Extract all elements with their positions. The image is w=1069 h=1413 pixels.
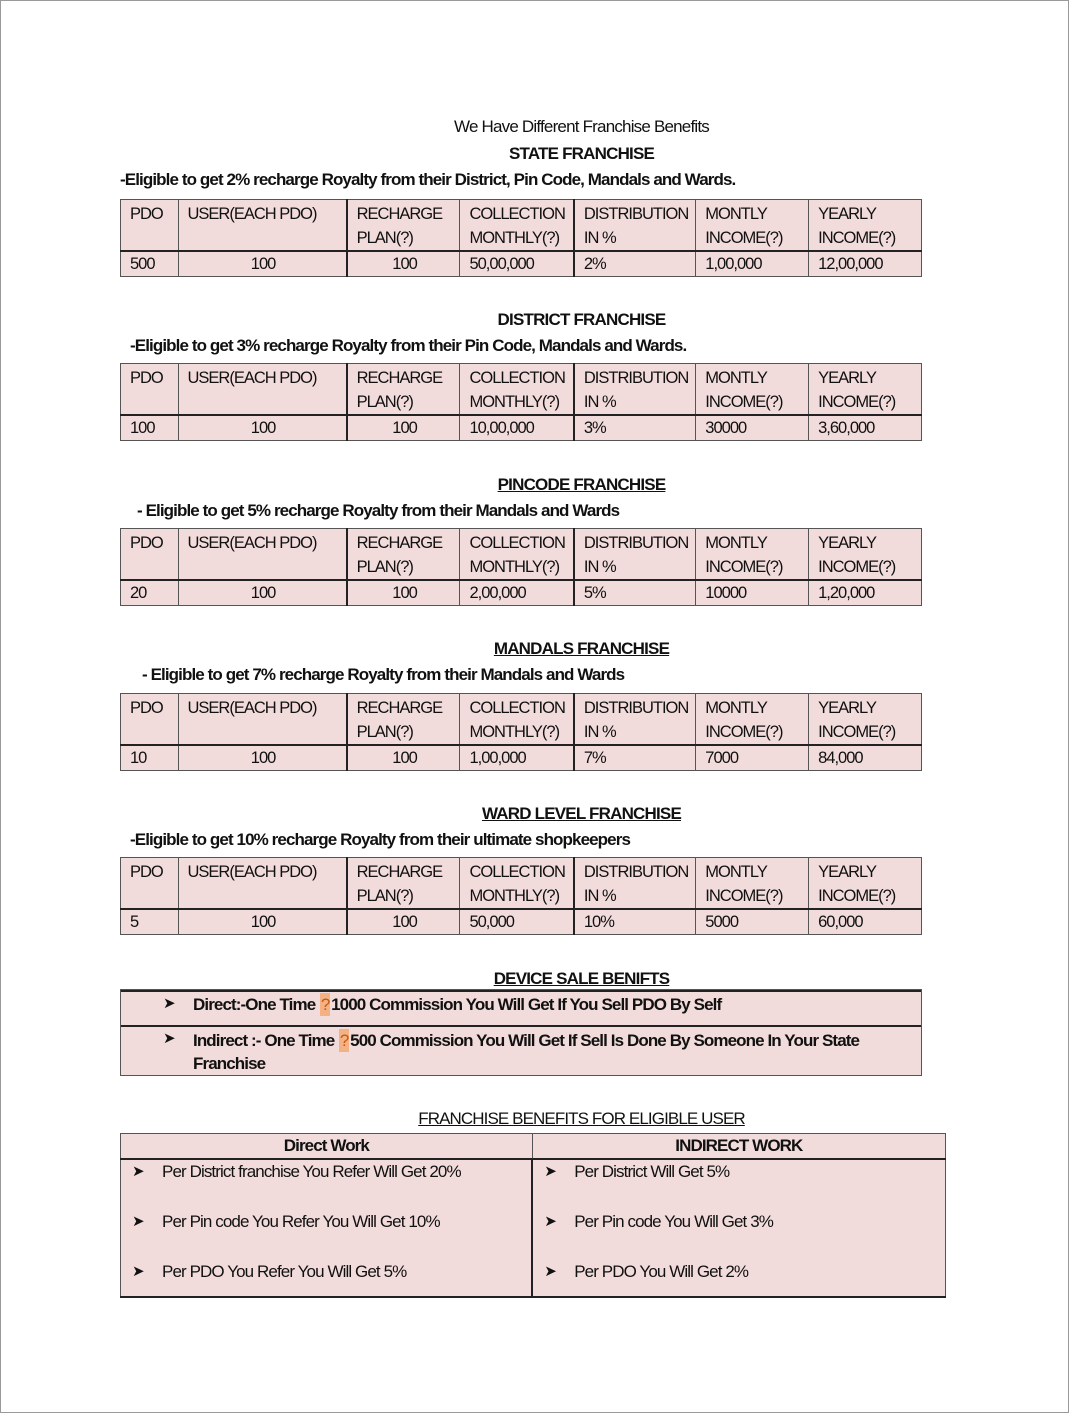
cell-monthly-income: 30000 — [696, 415, 809, 441]
header-users: USER(EACH PDO) — [178, 694, 347, 746]
header-pdo: PDO — [121, 364, 179, 416]
cell-recharge-plan: 100 — [347, 415, 460, 441]
header-monthly-income: MONTLY INCOME(?) — [696, 200, 809, 252]
benefits-row — [121, 1210, 946, 1260]
eligibility-text: - Eligible to get 5% recharge Royalty from their Mandals and Wards — [137, 501, 620, 520]
cell-collection: 2,00,000 — [460, 580, 574, 606]
header-yearly-income: YEARLY INCOME(?) — [809, 529, 922, 581]
header-pdo: PDO — [121, 200, 179, 252]
eligibility-text: -Eligible to get 3% recharge Royalty from their Pin Code, Mandals and Wards. — [130, 336, 687, 355]
header-pdo: PDO — [121, 694, 179, 746]
header-distribution: DISTRIBUTION IN % — [574, 858, 696, 910]
cell-distribution: 10% — [574, 909, 696, 935]
table-header-row — [121, 200, 922, 252]
benefits-row — [121, 1159, 946, 1210]
header-users: USER(EACH PDO) — [178, 200, 347, 252]
header-collection: COLLECTION MONTHLY(?) — [460, 364, 574, 416]
cell-yearly-income: 84,000 — [809, 745, 922, 771]
header-recharge-plan: RECHARGE PLAN(?) — [347, 364, 460, 416]
cell-yearly-income: 60,000 — [809, 909, 922, 935]
cell-yearly-income: 3,60,000 — [809, 415, 922, 441]
benefits-row — [121, 1260, 946, 1297]
table-row — [121, 580, 922, 606]
rupee-placeholder-icon: ? — [339, 1031, 349, 1050]
section-district-franchise — [0, 308, 1069, 360]
section-device-sale — [0, 967, 1069, 991]
section-title: DISTRICT FRANCHISE — [497, 310, 666, 329]
cell-users: 100 — [178, 909, 347, 935]
header-recharge-plan: RECHARGE PLAN(?) — [347, 529, 460, 581]
cell-monthly-income: 7000 — [696, 745, 809, 771]
header-yearly-income: YEARLY INCOME(?) — [809, 200, 922, 252]
indirect-item-cell: ➤ Per District Will Get 5% — [532, 1159, 945, 1210]
cell-collection: 50,00,000 — [460, 251, 574, 277]
cell-distribution: 7% — [574, 745, 696, 771]
section-ward-level-franchise — [0, 802, 1069, 854]
arrow-bullet-icon: ➤ — [132, 1263, 144, 1280]
arrow-bullet-icon: ➤ — [544, 1163, 556, 1180]
cell-recharge-plan: 100 — [347, 580, 460, 606]
cell-pdo: 500 — [121, 251, 179, 277]
indirect-commission-item: ➤ Indirect :- One Time ? 500 Commission You Will Get If Sell Is Done By Someone In Your State Franchise — [121, 1027, 921, 1075]
cell-collection: 50,000 — [460, 909, 574, 935]
cell-pdo: 20 — [121, 580, 179, 606]
cell-pdo: 10 — [121, 745, 179, 771]
eligibility-text: -Eligible to get 10% recharge Royalty from their ultimate shopkeepers — [130, 830, 630, 849]
header-distribution: DISTRIBUTION IN % — [574, 529, 696, 581]
header-yearly-income: YEARLY INCOME(?) — [809, 858, 922, 910]
header-collection: COLLECTION MONTHLY(?) — [460, 200, 574, 252]
cell-users: 100 — [178, 251, 347, 277]
header-distribution: DISTRIBUTION IN % — [574, 200, 696, 252]
header-monthly-income: MONTLY INCOME(?) — [696, 858, 809, 910]
cell-users: 100 — [178, 745, 347, 771]
header-distribution: DISTRIBUTION IN % — [574, 694, 696, 746]
direct-item-cell: ➤ Per District franchise You Refer Will Get 20% — [121, 1159, 533, 1210]
indirect-work-header: INDIRECT WORK — [532, 1134, 945, 1160]
arrow-bullet-icon: ➤ — [163, 995, 175, 1012]
header-users: USER(EACH PDO) — [178, 364, 347, 416]
header-monthly-income: MONTLY INCOME(?) — [696, 364, 809, 416]
table-row — [121, 415, 922, 441]
indirect-item-cell: ➤ Per PDO You Will Get 2% — [532, 1260, 945, 1297]
cell-distribution: 5% — [574, 580, 696, 606]
header-collection: COLLECTION MONTHLY(?) — [460, 694, 574, 746]
section-title: PINCODE FRANCHISE — [497, 475, 666, 494]
cell-monthly-income: 10000 — [696, 580, 809, 606]
header-pdo: PDO — [121, 858, 179, 910]
section-pincode-franchise — [0, 473, 1069, 525]
header-recharge-plan: RECHARGE PLAN(?) — [347, 200, 460, 252]
header-yearly-income: YEARLY INCOME(?) — [809, 364, 922, 416]
cell-monthly-income: 5000 — [696, 909, 809, 935]
header-distribution: DISTRIBUTION IN % — [574, 364, 696, 416]
arrow-bullet-icon: ➤ — [544, 1263, 556, 1280]
cell-users: 100 — [178, 415, 347, 441]
header-collection: COLLECTION MONTHLY(?) — [460, 858, 574, 910]
arrow-bullet-icon: ➤ — [132, 1213, 144, 1230]
cell-recharge-plan: 100 — [347, 909, 460, 935]
cell-yearly-income: 12,00,000 — [809, 251, 922, 277]
cell-recharge-plan: 100 — [347, 251, 460, 277]
cell-yearly-income: 1,20,000 — [809, 580, 922, 606]
section-title: WARD LEVEL FRANCHISE — [481, 804, 682, 823]
table-header-row — [121, 694, 922, 746]
cell-users: 100 — [178, 580, 347, 606]
header-recharge-plan: RECHARGE PLAN(?) — [347, 694, 460, 746]
section-mandals-franchise — [0, 637, 1069, 689]
cell-collection: 10,00,000 — [460, 415, 574, 441]
intro-heading: We Have Different Franchise Benefits — [454, 117, 709, 136]
benefits-header-row — [121, 1134, 946, 1160]
pincode-franchise-table — [120, 528, 922, 606]
table-header-row — [121, 364, 922, 416]
table-header-row — [121, 858, 922, 910]
header-yearly-income: YEARLY INCOME(?) — [809, 694, 922, 746]
header-monthly-income: MONTLY INCOME(?) — [696, 694, 809, 746]
header-collection: COLLECTION MONTHLY(?) — [460, 529, 574, 581]
arrow-bullet-icon: ➤ — [544, 1213, 556, 1230]
cell-distribution: 2% — [574, 251, 696, 277]
table-row — [121, 745, 922, 771]
mandals-franchise-table — [120, 693, 922, 771]
header-users: USER(EACH PDO) — [178, 529, 347, 581]
rupee-placeholder-icon: ? — [320, 995, 330, 1014]
direct-work-header: Direct Work — [121, 1134, 533, 1160]
eligibility-text: - Eligible to get 7% recharge Royalty from their Mandals and Wards — [142, 665, 625, 684]
section-title: MANDALS FRANCHISE — [493, 639, 670, 658]
device-benefits-box — [120, 989, 922, 1076]
benefits-table — [120, 1133, 946, 1298]
ward-level-franchise-table — [120, 857, 922, 935]
cell-pdo: 5 — [121, 909, 179, 935]
direct-item-cell: ➤ Per Pin code You Refer You Will Get 10% — [121, 1210, 533, 1260]
header-users: USER(EACH PDO) — [178, 858, 347, 910]
table-row — [121, 251, 922, 277]
arrow-bullet-icon: ➤ — [132, 1163, 144, 1180]
section-title: DEVICE SALE BENIFTS — [493, 969, 670, 988]
indirect-item-cell: ➤ Per Pin code You Will Get 3% — [532, 1210, 945, 1260]
header-monthly-income: MONTLY INCOME(?) — [696, 529, 809, 581]
arrow-bullet-icon: ➤ — [163, 1030, 175, 1047]
state-franchise-table — [120, 199, 922, 277]
cell-distribution: 3% — [574, 415, 696, 441]
cell-pdo: 100 — [121, 415, 179, 441]
cell-monthly-income: 1,00,000 — [696, 251, 809, 277]
header-recharge-plan: RECHARGE PLAN(?) — [347, 858, 460, 910]
section-state-franchise — [0, 142, 1069, 194]
direct-item-cell: ➤ Per PDO You Refer You Will Get 5% — [121, 1260, 533, 1297]
table-header-row — [121, 529, 922, 581]
cell-collection: 1,00,000 — [460, 745, 574, 771]
table-row — [121, 909, 922, 935]
benefits-title: FRANCHISE BENEFITS FOR ELIGIBLE USER — [418, 1109, 745, 1128]
cell-recharge-plan: 100 — [347, 745, 460, 771]
section-title: STATE FRANCHISE — [508, 144, 655, 163]
direct-commission-item: ➤ Direct:-One Time ? 1000 Commission You Will Get If You Sell PDO By Self — [121, 990, 921, 1027]
district-franchise-table — [120, 363, 922, 441]
eligibility-text: -Eligible to get 2% recharge Royalty from their District, Pin Code, Mandals and Wards. — [120, 170, 736, 189]
header-pdo: PDO — [121, 529, 179, 581]
